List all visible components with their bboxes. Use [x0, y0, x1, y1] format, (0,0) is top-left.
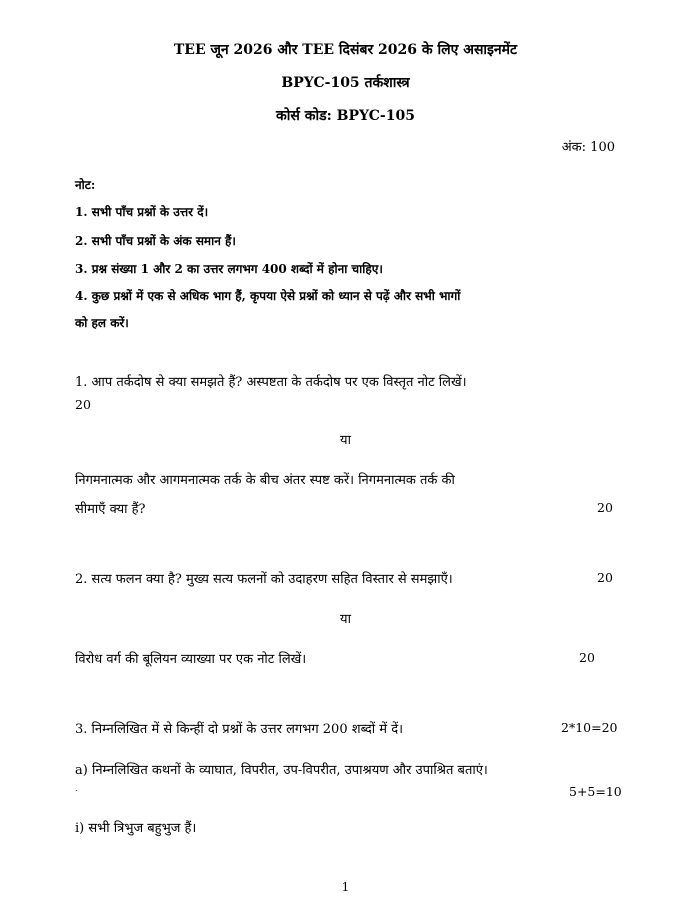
course-code: कोर्स कोड: BPYC-105	[276, 108, 415, 124]
note-item: को हल करें।	[75, 316, 129, 330]
page-number: 1	[341, 880, 350, 894]
note-item: 4. कुछ प्रश्नों में एक से अधिक भाग हैं, कृपया ऐसे प्रश्नों को ध्यान से पढ़ें और सभी भागों	[75, 289, 461, 303]
question-3a-statement-i: i) सभी त्रिभुज बहुभुज हैं।	[75, 821, 197, 836]
question-1-alt-line1: निगमनात्मक और आगमनात्मक तर्क के बीच अंतर स्पष्ट करें। निगमनात्मक तर्क की	[75, 473, 455, 488]
question-1-alt-marks: 20	[597, 500, 613, 515]
question-2-text: 2. सत्य फलन क्या है? मुख्य सत्य फलनों को उदाहरण सहित विस्तार से समझाएँ।	[75, 572, 453, 587]
question-3-text: 3. निम्नलिखित में से किन्हीं दो प्रश्नों के उत्तर लगभग 200 शब्दों में दें।	[75, 722, 404, 737]
question-2-alt-marks: 20	[579, 650, 595, 665]
question-2-or: या	[340, 612, 351, 627]
question-3a-dot: .	[75, 784, 78, 793]
question-2-marks: 20	[597, 570, 613, 585]
question-3a-text: a) निम्नलिखित कथनों के व्याघात, विपरीत, उप-विपरीत, उपाश्रयण और उपाश्रित बताएं।	[75, 763, 488, 778]
question-2-alt-text: विरोध वर्ग की बूलियन व्याख्या पर एक नोट लिखें।	[75, 652, 307, 667]
question-1-alt-line2: सीमाएँ क्या हैं?	[75, 502, 146, 517]
max-marks: अंक: 100	[561, 140, 615, 155]
question-3-marks: 2*10=20	[561, 720, 618, 735]
question-1-marks: 20	[75, 397, 91, 412]
note-item: 1. सभी पाँच प्रश्नों के उत्तर दें।	[75, 205, 209, 219]
question-1-or: या	[340, 433, 351, 448]
course-title: BPYC-105 तर्कशास्त्र	[281, 75, 410, 91]
question-3a-marks: 5+5=10	[569, 784, 622, 799]
note-item: 2. सभी पाँच प्रश्नों के अंक समान हैं।	[75, 234, 236, 248]
note-heading: नोट:	[75, 178, 96, 192]
document-title: TEE जून 2026 और TEE दिसंबर 2026 के लिए असाइनमेंट	[173, 42, 518, 58]
note-item: 3. प्रश्न संख्या 1 और 2 का उत्तर लगभग 400 शब्दों में होना चाहिए।	[75, 262, 383, 276]
question-1-text: 1. आप तर्कदोष से क्या समझते हैं? अस्पष्टता के तर्कदोष पर एक विस्तृत नोट लिखें।	[75, 375, 467, 390]
